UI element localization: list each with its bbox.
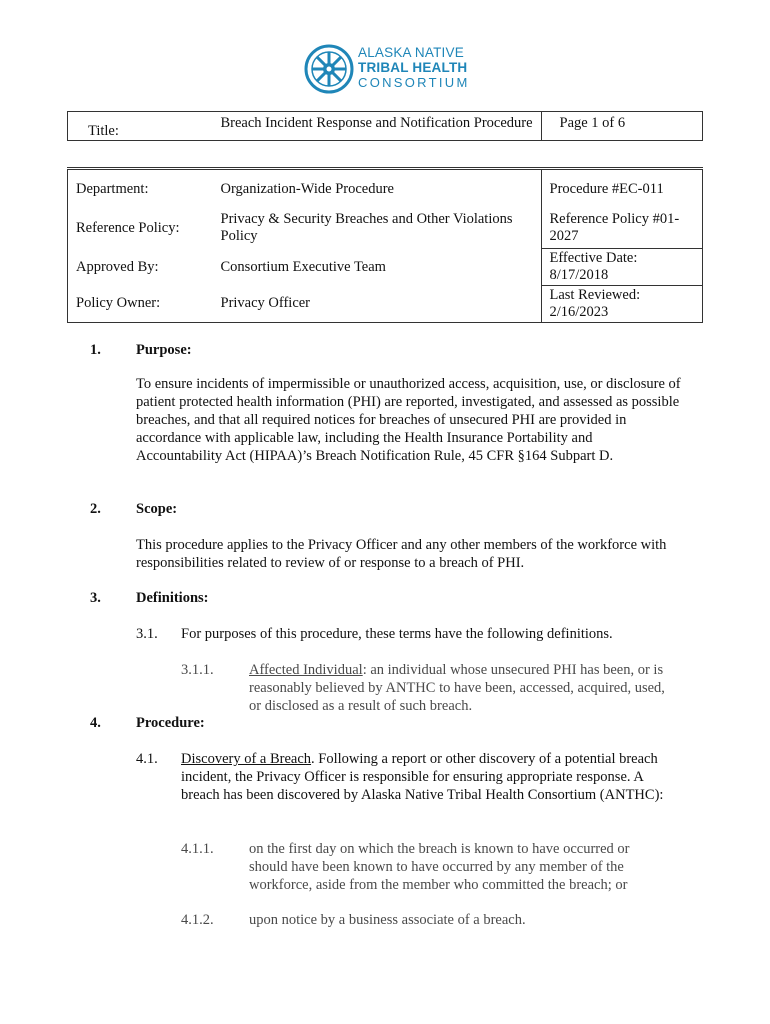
discovery-of-breach-paragraph	[181, 750, 681, 804]
effective-date-cell	[541, 249, 703, 286]
last-reviewed-date: 2/16/2023	[549, 304, 609, 320]
scope-text: This procedure applies to the Privacy Officer and any other members of the workforce with responsibilities related to review of or response to a breach of PHI.	[136, 537, 667, 571]
subsection-4-1-2-number: 4.1.2.	[181, 912, 214, 928]
reference-policy-value: Privacy & Security Breaches and Other Violations Policy	[220, 211, 513, 245]
title-label: Title:	[88, 123, 119, 139]
section-3-number: 3.	[90, 590, 101, 606]
discovery-of-breach-term: Discovery of a Breach	[181, 751, 312, 767]
page-indicator: Page 1 of 6	[541, 112, 703, 141]
last-reviewed-cell	[541, 286, 703, 323]
subsection-4-1-number: 4.1.	[136, 751, 158, 767]
section-4-heading: Procedure:	[136, 715, 205, 731]
subsection-4-1-2-text: upon notice by a business associate of a breach.	[249, 912, 526, 928]
affected-individual-text: : an individual whose unsecured PHI has been, or is reasonably believed by ANTHC to have been, accessed, acquired, used, or disclosed as a result of such breach.	[249, 662, 665, 714]
subsection-3-1-number: 3.1.	[136, 626, 158, 642]
approved-by-label: Approved By:	[76, 258, 159, 275]
policy-owner-value: Privacy Officer	[220, 295, 311, 312]
approved-by-value: Consortium Executive Team	[220, 258, 386, 275]
section-2-heading: Scope:	[136, 501, 178, 517]
reference-policy-number: Reference Policy #01-2027	[541, 208, 703, 249]
effective-date-label: Effective Date:	[549, 250, 638, 266]
logo-line-2: TRIBAL HEALTH	[358, 60, 468, 75]
subsection-3-1-1-number: 3.1.1.	[181, 662, 214, 678]
discovery-of-breach-text: . Following a report or other discovery of a potential breach incident, the Privacy Officer is responsible for ensuring appropriate response. A breach has been discovered by Alaska Native Tribal Health Consortium (ANTHC):	[181, 751, 664, 803]
department-value: Organization-Wide Procedure	[220, 180, 394, 197]
procedure-number: Procedure #EC-011	[541, 169, 703, 209]
section-2-number: 2.	[90, 501, 101, 517]
section-4-number: 4.	[90, 715, 101, 731]
subsection-3-1-text: For purposes of this procedure, these terms have the following definitions.	[181, 626, 613, 642]
reference-policy-label: Reference Policy:	[76, 219, 180, 236]
subsection-4-1-1-text: on the first day on which the breach is known to have occurred or should have been known to have occurred by any member of the workforce, aside from the member who committed the breach; or	[249, 841, 630, 893]
section-3-heading: Definitions:	[136, 590, 209, 606]
document-title: Breach Incident Response and Notification Procedure	[220, 115, 533, 131]
last-reviewed-label: Last Reviewed:	[549, 287, 641, 303]
effective-date: 8/17/2018	[549, 267, 609, 283]
section-1-number: 1.	[90, 342, 101, 358]
affected-individual-term: Affected Individual	[249, 662, 363, 678]
subsection-4-1-1-number: 4.1.1.	[181, 841, 214, 857]
logo-line-1: ALASKA NATIVE	[358, 45, 464, 60]
info-table	[67, 167, 703, 323]
title-table	[67, 111, 703, 141]
logo-line-3: CONSORTIUM	[358, 75, 470, 90]
anthc-emblem-icon	[304, 44, 354, 94]
policy-owner-label: Policy Owner:	[76, 295, 161, 312]
section-1-heading: Purpose:	[136, 342, 192, 358]
purpose-text: To ensure incidents of impermissible or unauthorized access, acquisition, use, or disclosure of patient protected health information (PHI) are reported, investigated, and assessed as possible breaches, and that all required notices for breaches of unsecured PHI are provided in accordance with applicable law, including the Health Insurance Portability and Accountability Act (HIPAA)’s Breach Notification Rule, 45 CFR §164 Subpart D.	[136, 376, 681, 464]
affected-individual-definition	[249, 661, 669, 715]
department-label: Department:	[76, 180, 149, 197]
